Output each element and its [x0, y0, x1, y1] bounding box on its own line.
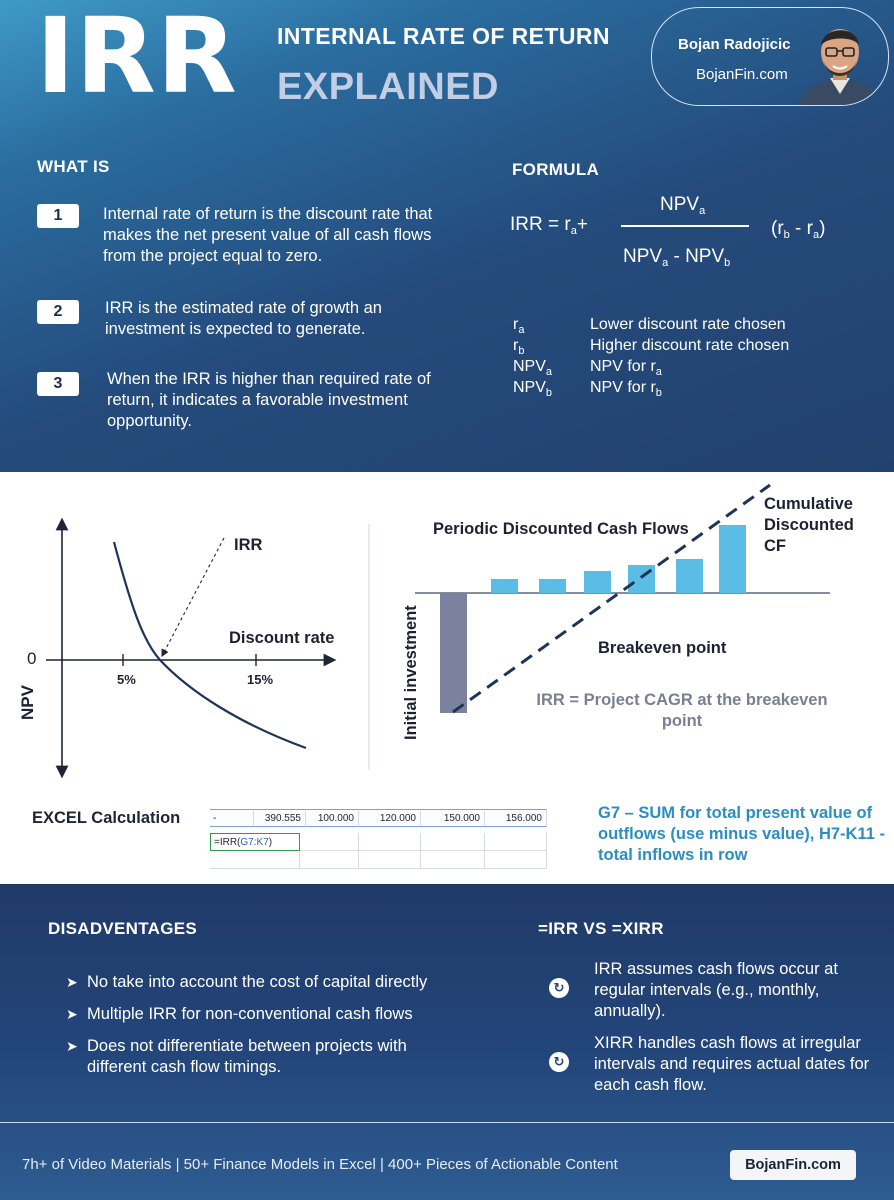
header-panel: IRR INTERNAL RATE OF RETURN EXPLAINED Bojan Radojicic BojanFin.com WHAT IS 1 Internal rate of return is the discount rate that makes the net present value of all cash flows from the project equal to zero. 2 IRR is the estimated rate of growth an investment is expected to generate. 3 When the IRR is higher than required rate of return, it indicates a favorable investment opportunity. FORMULA IRR = $r_a+$ $NPV_a$ $NPV_a - NPV_b$ $(r_b - r_a)$ $r_a$ Lower discount rate chosen $r_b$ Higher discount rate chosen $NPV_a$ NPV for $r_a$ $NPV_b$ NPV for $r_b$ [0, 0, 894, 472]
irr-annotation: IRR [234, 536, 263, 554]
irr-formula-cell[interactable]: =IRR(G7:K7) [210, 833, 300, 851]
cash-flow-bar [491, 579, 518, 593]
cash-flow-bar [584, 571, 611, 593]
excel-label: EXCEL Calculation [32, 809, 181, 827]
avatar [792, 14, 888, 106]
big-title: IRR [36, 0, 238, 117]
cash-flow-bar [539, 579, 566, 593]
discount-rate-label: Discount rate [229, 629, 335, 647]
arrow-bullet-icon: ➤ [66, 1038, 78, 1054]
excel-cell[interactable]: 100.000 [306, 809, 359, 827]
zero-label: 0 [27, 649, 37, 668]
refresh-icon: ↻ [549, 978, 569, 998]
excel-note: G7 – SUM for total present value of outflows (use minus value), H7-K11 - total inflows in row [598, 804, 885, 864]
author-site[interactable]: BojanFin.com [696, 66, 788, 83]
what-is-item-2: IRR is the estimated rate of growth an investment is expected to generate. [105, 299, 382, 338]
excel-cell[interactable] [359, 851, 421, 869]
initial-investment-bar [440, 593, 467, 713]
cash-flow-bar [676, 559, 703, 593]
excel-cell[interactable]: 120.000 [359, 809, 421, 827]
website-button[interactable]: BojanFin.com [730, 1150, 856, 1180]
npv-axis-label: NPV [18, 685, 37, 720]
irr-vs-item: IRR assumes cash flows occur at regular intervals (e.g., monthly, annually). [594, 960, 838, 1020]
excel-cell[interactable] [300, 851, 359, 869]
excel-cell[interactable]: 390.555 [254, 809, 306, 827]
initial-investment-label: Initial investment [402, 605, 420, 740]
number-badge-2: 2 [37, 300, 79, 324]
excel-cell[interactable] [485, 833, 547, 851]
excel-cell[interactable] [359, 833, 421, 851]
excel-cell[interactable]: 150.000 [421, 809, 485, 827]
refresh-icon: ↻ [549, 1052, 569, 1072]
xirr-vs-item: XIRR handles cash flows at irregular intervals and requires actual dates for each cash flow. [594, 1034, 870, 1094]
excel-cell[interactable] [421, 851, 485, 869]
tick-label-5: 5% [117, 672, 136, 687]
formula-denominator: $NPV_a - NPV_b$ [623, 246, 731, 269]
irr-cagr-note: IRR = Project CAGR at the breakeven point [536, 691, 828, 730]
cf-chart-title: Periodic Discounted Cash Flows [433, 520, 689, 538]
number-badge-3: 3 [37, 372, 79, 396]
arrow-bullet-icon: ➤ [66, 1006, 78, 1022]
cf-bars [440, 525, 746, 713]
what-is-item-1: Internal rate of return is the discount rate that makes the net present value of all cash flows from the project equal to zero. [103, 205, 433, 265]
fraction-bar [621, 225, 749, 227]
what-is-heading: WHAT IS [37, 157, 110, 176]
number-badge-1: 1 [37, 204, 79, 228]
excel-cell[interactable]: - [210, 809, 254, 827]
excel-cell[interactable] [485, 851, 547, 869]
disadvantages-list [66, 972, 456, 1089]
formula-heading: FORMULA [512, 160, 600, 179]
irr-formula [510, 192, 870, 282]
bottom-panel [0, 884, 894, 1200]
footer-divider [0, 1122, 894, 1123]
tick-label-15: 15% [247, 672, 274, 687]
footer-text: 7h+ of Video Materials | 50+ Finance Models in Excel | 400+ Pieces of Actionable Content [22, 1156, 618, 1173]
cumulative-cf-label: Cumulative Discounted CF [764, 495, 854, 555]
arrow-bullet-icon: ➤ [66, 974, 78, 990]
list-item: ➤ Does not differentiate between projects with different cash flow timings. [66, 1037, 407, 1076]
disadvantages-heading: DISADVENTAGES [48, 919, 198, 938]
author-card[interactable] [651, 7, 889, 106]
list-item: ➤ Multiple IRR for non-conventional cash flows [66, 1005, 413, 1023]
title-line-2: EXPLAINED [277, 66, 499, 108]
title-line-1: INTERNAL RATE OF RETURN [277, 23, 610, 49]
author-name: Bojan Radojicic [678, 36, 791, 53]
breakeven-label: Breakeven point [598, 639, 727, 657]
excel-cell[interactable]: 156.000 [485, 809, 547, 827]
cash-flow-bar [628, 565, 655, 593]
formula-numerator: $NPV_a$ [660, 194, 706, 217]
excel-cell[interactable] [210, 851, 300, 869]
formula-rate-diff: $(r_b - r_a)$ [771, 218, 826, 241]
irr-vs-xirr-heading: =IRR VS =XIRR [538, 919, 664, 938]
cash-flow-bar [719, 525, 746, 593]
formula-lhs: IRR = $r_a+$ [510, 214, 588, 237]
list-item: ➤ No take into account the cost of capital directly [66, 973, 428, 991]
excel-cell[interactable] [421, 833, 485, 851]
irr-pointer [162, 538, 224, 656]
excel-cell[interactable] [300, 833, 359, 851]
what-is-item-3: When the IRR is higher than required rate of return, it indicates a favorable investment opportunity. [107, 370, 431, 430]
